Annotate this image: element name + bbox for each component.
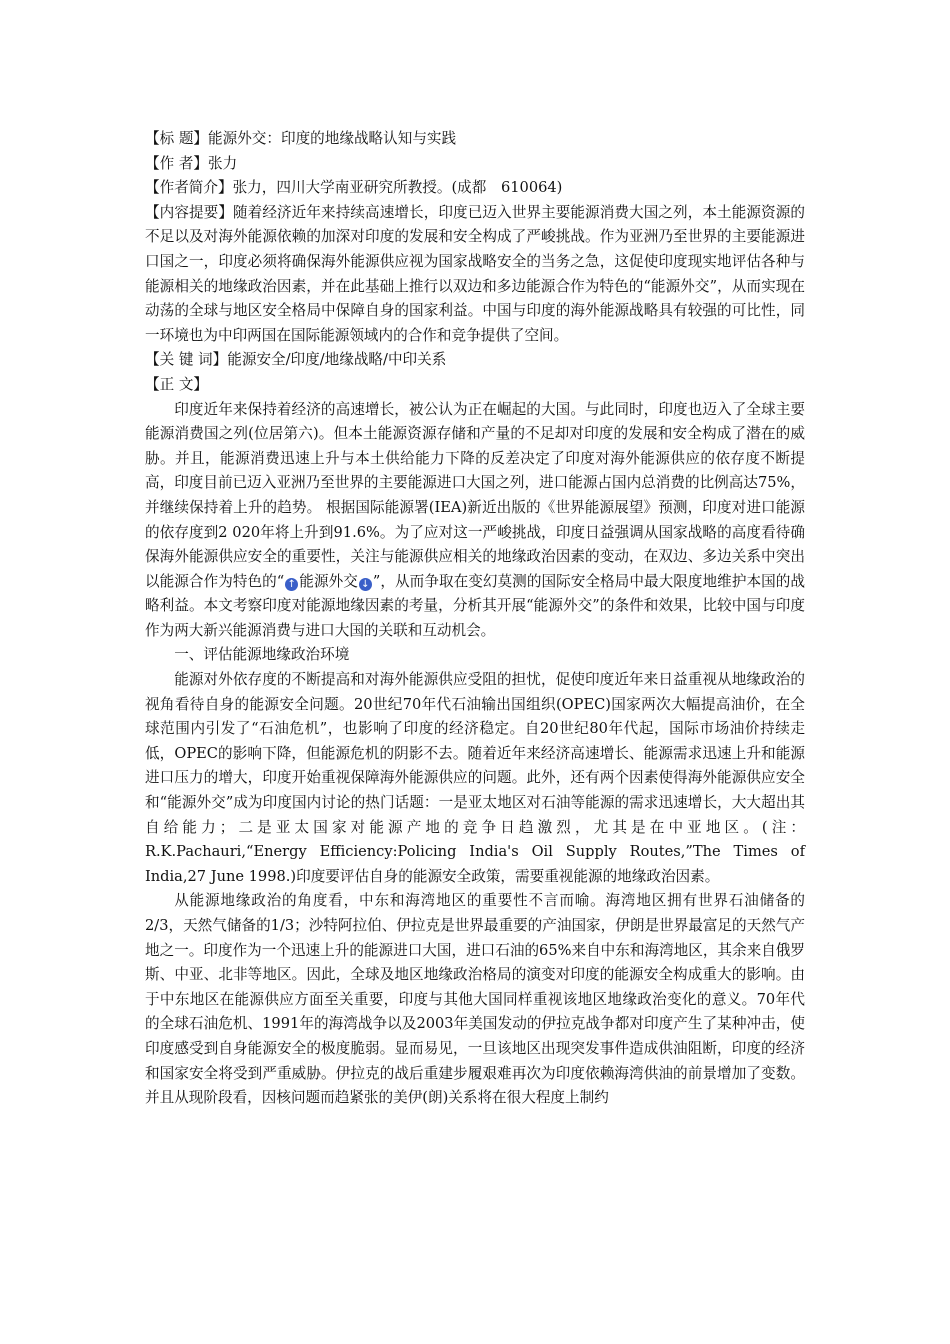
keywords-label: 【关 键 词】 <box>145 351 228 369</box>
abstract-paragraph <box>145 201 805 349</box>
article-title: 能源外交：印度的地缘战略认知与实践 <box>208 130 457 147</box>
abstract-text: 随着经济近年来持续高速增长，印度已迈入世界主要能源消费大国之列，本土能源资源的不足以及对海外能源依赖的加深对印度的发展和安全构成了严峻挑战。作为亚洲乃至世界的主要能源进口国之一，印度必须将确保海外能源供应视为国家战略安全的当务之急，这促使印度现实地评估各种与能源相关的地缘政治因素，并在此基础上推行以双边和多边能源合作为特色的“能源外交”，从而实现在动荡的全球与地区安全格局中保障自身的国家利益。中国与印度的海外能源战略具有较强的可比性，同一环境也为中印两国在国际能源领域内的合作和竞争提供了空间。 <box>145 203 805 344</box>
section-heading-1: 一、评估能源地缘政治环境 <box>174 646 350 664</box>
body-label-line <box>145 373 805 398</box>
author-line <box>145 152 805 177</box>
author-bio-line <box>145 176 805 201</box>
down-arrow-icon[interactable]: ↓ <box>359 578 372 591</box>
body-paragraph-1-part-c: ”，从而争取在变幻莫测的国际安全格局中最大限度地维护本国的战略利益。本文考察印度对能源地缘因素的考量，分析其开展“能源外交”的条件和效果，比较中国与印度作为两大新兴能源消费与进口大国的关联和互动机会。 <box>145 572 805 639</box>
body-paragraph-2: 能源对外依存度的不断提高和对海外能源供应受阻的担忧，促使印度近年来日益重视从地缘政治的视角看待自身的能源安全问题。20世纪70年代石油输出国组织(OPEC)国家两次大幅提高油价，在全球范围内引发了“石油危机”，也影响了印度的经济稳定。自20世纪80年代起，国际市场油价持续走低，OPEC的影响下降，但能源危机的阴影不去。随着近年来经济高速增长、能源需求迅速上升和能源进口压力的增大，印度开始重视保障海外能源供应的问题。此外，还有两个因素使得海外能源供应安全和“能源外交”成为印度国内讨论的热门话题：一是亚太地区对石油等能源的需求迅速增长，大大超出其自给能力；二是亚太国家对能源产地的竞争日趋激烈，尤其是在中亚地区。(注：R.K.Pachauri,“Energy Efficiency:Policing India's Oil Supply Routes,”The Times of India,27 June 1998.)印度要评估自身的能源安全政策，需要重视能源的地缘政治因素。 <box>145 671 805 885</box>
abstract-label: 【内容提要】 <box>145 203 234 221</box>
title-line <box>145 127 805 152</box>
author-bio: 张力，四川大学南亚研究所教授。(成都 610064) <box>232 179 563 197</box>
body-paragraph-3: 从能源地缘政治的角度看，中东和海湾地区的重要性不言而喻。海湾地区拥有世界石油储备的2/3，天然气储备的1/3；沙特阿拉伯、伊拉克是世界最重要的产油国家，伊朗是世界最富足的天然气产地之一。印度作为一个迅速上升的能源进口大国，进口石油的65%来自中东和海湾地区，其余来自俄罗斯、中亚、北非等地区。因此，全球及地区地缘政治格局的演变对印度的能源安全构成重大的影响。由于中东地区在能源供应方面至关重要，印度与其他大国同样重视该地区地缘政治变化的意义。70年代的全球石油危机、1991年的海湾战争以及2003年美国发动的伊拉克战争都对印度产生了某种冲击，使印度感受到自身能源安全的极度脆弱。显而易见，一旦该地区出现突发事件造成供油阻断，印度的经济和国家安全将受到严重威胁。伊拉克的战后重建步履艰难再次为印度依赖海湾供油的前景增加了变数。并且从现阶段看，因核问题而趋紧张的美伊(朗)关系将在很大程度上制约 <box>145 892 805 1107</box>
article-page <box>145 127 805 1111</box>
author-bio-label: 【作者简介】 <box>145 179 233 197</box>
body-label: 【正 文】 <box>145 375 209 393</box>
author-label: 【作 者】 <box>145 154 209 172</box>
body-paragraph-1-part-a: 印度近年来保持着经济的高速增长，被公认为正在崛起的大国。与此同时，印度也迈入了全球主要能源消费国之列(位居第六)。但本土能源资源存储和产量的不足却对印度的发展和安全构成了潜在的威胁。并且，能源消费迅速上升与本土供给能力下降的反差决定了印度对海外能源供应的依存度不断提高，印度目前已迈入亚洲乃至世界的主要能源进口大国之列，进口能源占国内总消费的比例高达75%，并继续保持着上升的趋势。 根据国际能源署(IEA)新近出版的《世界能源展望》预测，印度对进口能源的依存度到2 020年将上升到91.6%。为了应对这一严峻挑战，印度日益强调从国家战略的高度看待确保海外能源供应安全的重要性，关注与能源供应相关的地缘政治因素的变动，在双边、多边关系中突出以能源合作为特色的“ <box>145 400 805 590</box>
body-paragraph-1 <box>145 398 805 644</box>
up-arrow-icon[interactable]: ↑ <box>285 578 298 591</box>
author-name: 张力 <box>208 154 238 172</box>
title-label: 【标 题】 <box>145 130 209 147</box>
keywords-text: 能源安全/印度/地缘战略/中印关系 <box>227 351 447 369</box>
energy-diplomacy-term: 能源外交 <box>299 572 358 590</box>
keywords-line <box>145 348 805 373</box>
